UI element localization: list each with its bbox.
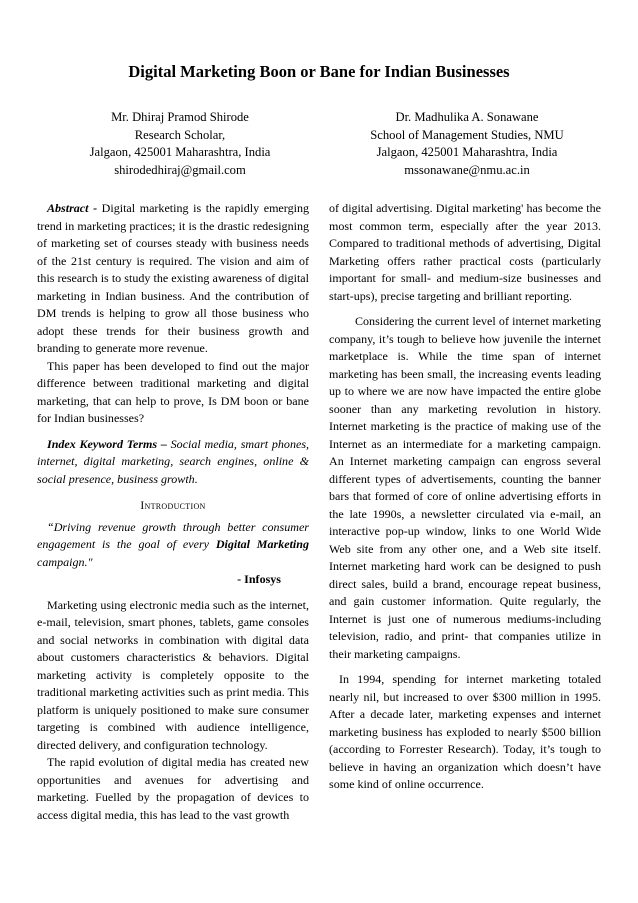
body-paragraph: In 1994, spending for internet marketing totaled nearly nil, but increased to over $300 million in 1995. After a decade later, marketing expenses and internet marketing business has exploded to nearly $500 billion (according to Forrester Research). Today, it’s tough to believe in having an organization which doesn’t have some kind of online occurrence. — [329, 672, 601, 791]
author-affiliation: School of Management Studies, NMU — [370, 127, 564, 142]
quote-emphasis: Digital Marketing — [215, 537, 310, 551]
body-paragraph: of digital advertising. Digital marketing' has become the most common term, especially after the year 2013. Compared to traditional methods of advertising, Digital Marketing offers rather practical costs (particularly important for small- and medium-size businesses and start-ups), precise targeting and brilliant reporting. — [329, 201, 601, 303]
right-column — [329, 200, 601, 794]
author-name: Dr. Madhulika A. Sonawane — [395, 110, 539, 124]
author-name: Mr. Dhiraj Pramod Shirode — [111, 110, 249, 124]
quote-source: - Infosys — [237, 572, 281, 586]
author-role: Research Scholar, — [134, 127, 226, 142]
abstract-label: Abstract - — [47, 201, 98, 215]
body-paragraph: Marketing using electronic media such as the internet, e-mail, television, smart phones, tablets, game consoles and social networks in combination with digital data about customers characteristics & behaviors. Digital marketing activity is completely opposite to the traditional marketing activities such as print media. This platform is uniquely positioned to make sure consumer targeting is combined with audience intelligence, directed delivery, and configuration technology. — [37, 597, 309, 752]
quote-end: campaign." — [37, 554, 93, 569]
body-paragraph: Considering the current level of internet marketing company, it’s tough to believe how juvenile the internet marketplace is. While the time span of internet marketing has been small, the increasing events leading up to where we are now have impacted the entire globe sooner than any marketing revolution in history. Internet marketing is the practice of making use of the Internet as an intermediate for a marketing campaign. An Internet marketing campaign can engross several different types of advertisements, counting the banner bars that formed of core of online advertising efforts in the late 1990s, a newsletter circulated via e-mail, an interactive pop-up window, links to one World Wide Web site from any other one, and a Web site itself. Internet marketing hard work can be designed to push direct sales, build a brand, encourage repeat business, and gain customer information. Quite regularly, the Internet is just one of numerous mediums-including television, radio, and print- that companies utilize in their marketing campaigns. — [329, 314, 601, 661]
author-email[interactable]: mssonawane@nmu.ac.in — [404, 162, 530, 177]
abstract-paragraph-2: This paper has been developed to find out the major difference between traditional marketing and digital marketing, that can help to prove, Is DM boon or bane for Indian businesses? — [37, 358, 309, 425]
paper-title: Digital Marketing Boon or Bane for Indian Businesses — [128, 62, 510, 81]
body-paragraph: The rapid evolution of digital media has created new opportunities and avenues for advertising and marketing. Fuelled by the propagation of devices to access digital media, this has lead to the vast growth — [37, 755, 309, 822]
author-address: Jalgaon, 425001 Maharashtra, India — [376, 145, 558, 159]
epigraph-quote — [37, 519, 309, 572]
abstract-paragraph — [37, 200, 309, 358]
author-block-2 — [326, 109, 608, 179]
left-column — [37, 200, 309, 824]
introduction-heading: Introduction — [140, 500, 206, 512]
keywords-paragraph — [37, 436, 309, 489]
quote-text: “Driving revenue growth through better consumer engagement is the goal of every — [37, 519, 309, 551]
keywords-label: Index Keyword Terms – — [47, 436, 167, 451]
author-address: Jalgaon, 425001 Maharashtra, India — [89, 145, 271, 159]
author-email[interactable]: shirodedhiraj@gmail.com — [114, 162, 246, 177]
abstract-text: Digital marketing is the rapidly emerging trend in marketing practices; it is the drastic redesigning of marketing set of courses steady with business needs of the 21st century is required. The vision and aim of this research is to study the existing awareness of digital marketing in Indian business. And the contribution of DM trends is helping to grow all those business who adopt these trends for their business growth and branding to generate more revenue. — [37, 201, 309, 355]
author-block-1 — [50, 109, 310, 179]
keywords-text: Social media, smart phones, internet, digital marketing, search engines, online & social presence, business growth. — [37, 436, 310, 486]
